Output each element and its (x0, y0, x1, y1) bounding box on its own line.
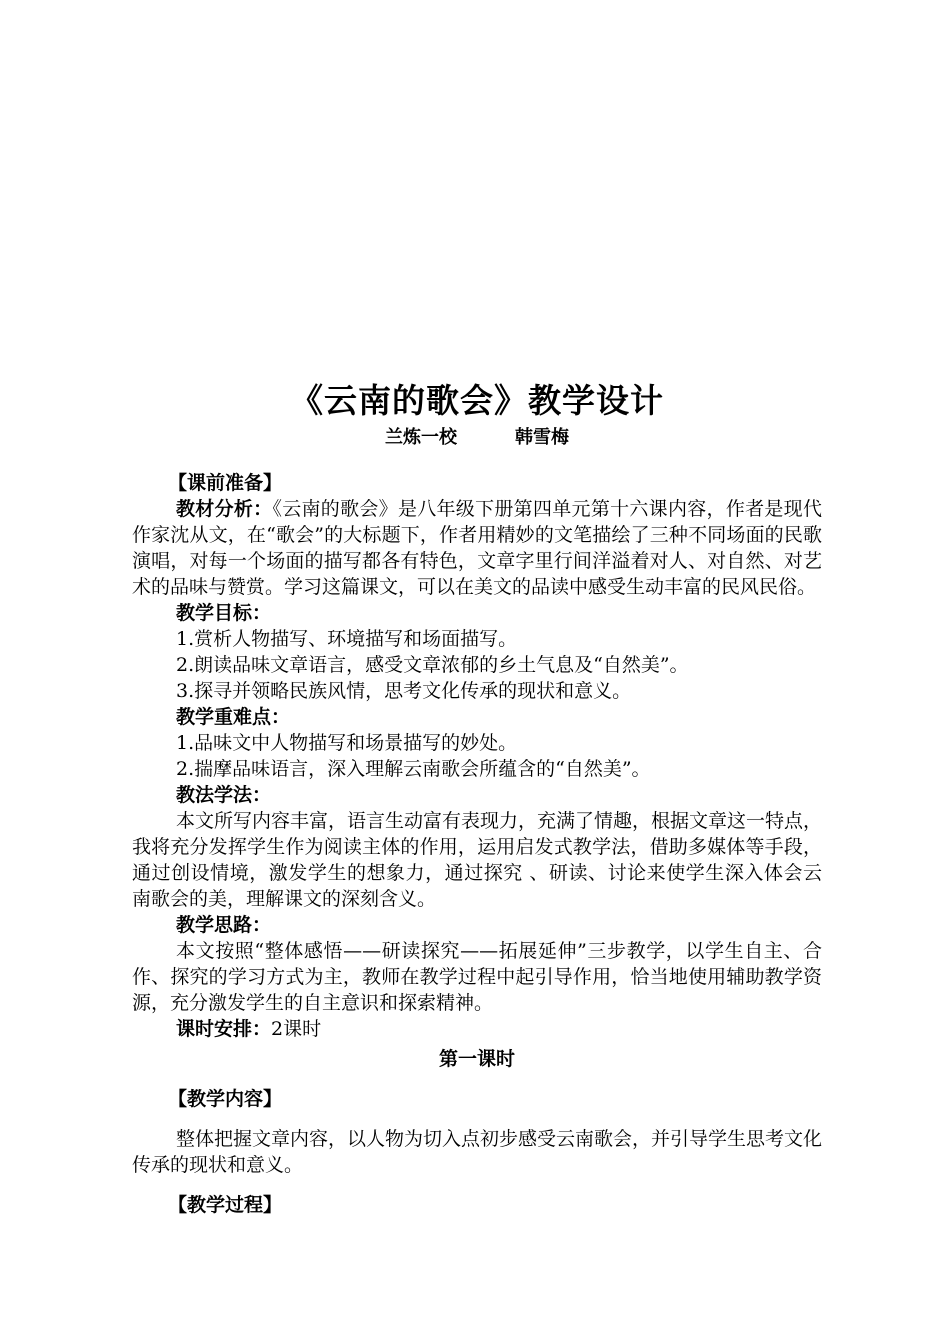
analysis-paragraph (132, 496, 822, 600)
key-points-label: 教学重难点： (176, 706, 291, 728)
school-name: 兰炼一校 (385, 427, 457, 448)
key-point-item: 1.品味文中人物描写和场景描写的妙处。 (176, 732, 518, 754)
approach-label: 教学思路： (176, 914, 272, 936)
analysis-label: 教材分析： (176, 498, 273, 520)
prep-heading: 【课前准备】 (168, 472, 283, 494)
approach-paragraph: 本文按照“整体感悟——研读探究——拓展延伸”三步教学，以学生自主、合作、探究的学习方式为主，教师在教学过程中起引导作用，恰当地使用辅助教学资源，充分激发学生的自主意识和探索精神。 (132, 940, 822, 1014)
content-paragraph: 整体把握文章内容，以人物为切入点初步感受云南歌会，并引导学生思考文化传承的现状和意义。 (132, 1128, 823, 1176)
schedule-line (132, 1016, 822, 1042)
author-name: 韩雪梅 (515, 427, 569, 448)
key-point-item: 2.揣摩品味语言，深入理解云南歌会所蕴含的“自然美”。 (176, 758, 651, 780)
methods-paragraph: 本文所写内容丰富，语言生动富有表现力，充满了情趣，根据文章这一特点，我将充分发挥学生作为阅读主体的作用，运用启发式教学法，借助多媒体等手段，通过创设情境，激发学生的想象力，通过探究 、研读、讨论来使学生深入体会云南歌会的美，理解课文的深刻含义。 (132, 810, 823, 910)
goal-item: 1.赏析人物描写、环境描写和场面描写。 (176, 628, 518, 650)
goal-item: 3.探寻并领略民族风情，思考文化传承的现状和意义。 (176, 680, 632, 702)
document-title: 《云南的歌会》教学设计 (290, 381, 664, 420)
process-heading: 【教学过程】 (168, 1194, 283, 1216)
content-heading: 【教学内容】 (168, 1088, 283, 1110)
schedule-value: 2课时 (271, 1018, 322, 1040)
lesson-one-heading: 第一课时 (438, 1048, 515, 1070)
byline (132, 424, 822, 452)
document-page (132, 380, 822, 1218)
schedule-label: 课时安排： (176, 1018, 272, 1040)
goals-label: 教学目标： (176, 602, 272, 624)
analysis-text: 《云南的歌会》是八年级下册第四单元第十六课内容，作者是现代作家沈从文，在“歌会”的大标题下，作者用精妙的文笔描绘了三种不同场面的民歌演唱，对每一个场面的描写都各有特色，文章字里行间洋溢着对人、对自然、对艺术的品味与赞赏。学习这篇课文，可以在美文的品读中感受生动丰富的民风民俗。 (132, 498, 822, 598)
methods-label: 教法学法： (176, 784, 272, 806)
goal-item: 2.朗读品味文章语言，感受文章浓郁的乡土气息及“自然美”。 (176, 654, 689, 676)
